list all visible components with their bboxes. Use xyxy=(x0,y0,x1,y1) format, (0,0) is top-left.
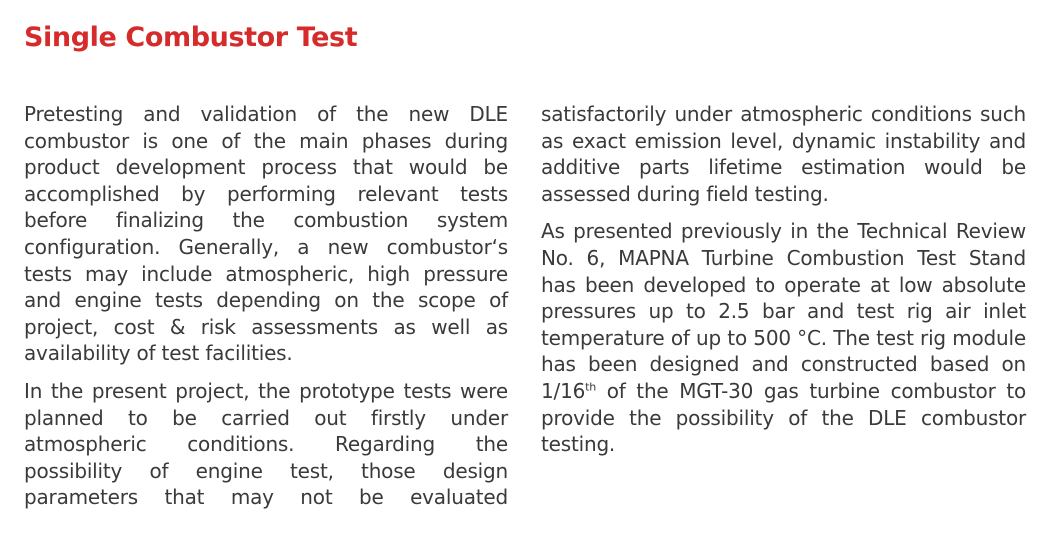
test-stand-text-part1: As presented previously in the Technical Review No. 6, MAPNA Turbine Combustion Test Stand has been developed to operate at low absolute pressures up to 2.5 bar and test rig air inlet temperature of up to 500 °C. The test rig module has been designed and constructed based on 1/16 xyxy=(541,219,1026,403)
ordinal-superscript: th xyxy=(585,380,597,394)
page-title: Single Combustor Test xyxy=(24,22,358,53)
paragraph-test-stand xyxy=(541,218,1026,457)
left-column xyxy=(24,101,508,522)
paragraph-field-testing: satisfactorily under atmospheric conditions such as exact emission level, dynamic instability and additive parts lifetime estimation would be assessed during field testing. xyxy=(541,102,1026,206)
right-column xyxy=(541,101,1026,469)
test-stand-text-part2: of the MGT-30 gas turbine combustor to provide the possibility of the DLE combustor testing. xyxy=(541,378,1026,457)
paragraph-present-project: In the present project, the prototype tests were planned to be carried out firstly under atmospheric conditions. Regarding the possibility of engine test, those design parameters that may not be evaluated xyxy=(24,378,508,510)
paragraph-intro: Pretesting and validation of the new DLE combustor is one of the main phases during product development process that would be accomplished by performing relevant tests before finalizing the combustion system configuration. Generally, a new combustor‘s tests may include atmospheric, high pressure and engine tests depending on the scope of project, cost & risk assessments as well as availability of test facilities. xyxy=(24,102,508,366)
